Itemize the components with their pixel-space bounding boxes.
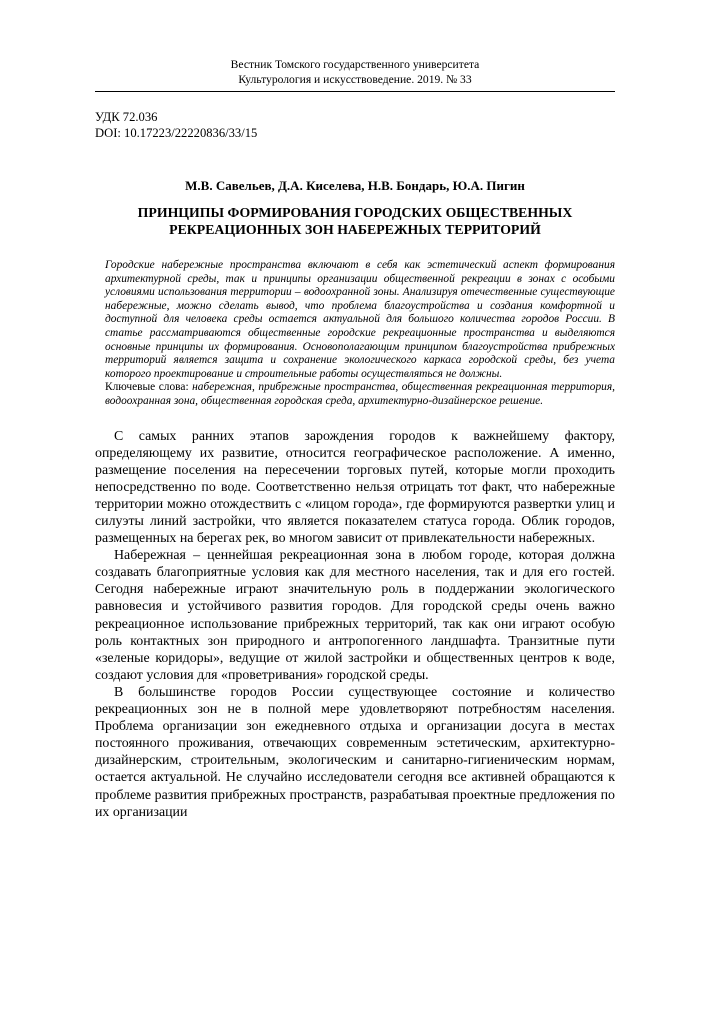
- article-title: ПРИНЦИПЫ ФОРМИРОВАНИЯ ГОРОДСКИХ ОБЩЕСТВЕННЫХ РЕКРЕАЦИОННЫХ ЗОН НАБЕРЕЖНЫХ ТЕРРИТОРИЙ: [137, 205, 573, 237]
- abstract-text: Городские набережные пространства включают в себя как эстетический аспект формирования архитектурной среды, так и принципы организации общественной рекреации в зонах с особыми условиями использования территории – водоохранной зоны. Анализируя отечественные существующие набережные, можно сделать вывод, что проблема благоустройства и создания комфортной и доступной для человека среды остается актуальной для большого количества городов России. В статье рассматриваются общественные городские рекреационные пространства и выделяются основные принципы их формирования. Основополагающим принципом благоустройства прибрежных территорий является защита и сохранение экологического каркаса городской среды, без учета которого проектирование и строительные работы осуществляться не должны.: [105, 259, 615, 380]
- body-paragraph-3: В большинстве городов России существующее состояние и количество рекреационных зон не в полной мере удовлетворяют потребностям населения. Проблема организации зон ежедневного отдыха и организации досуга в местах постоянного проживания, отвечающих современным эстетическим, архитектурно-дизайнерским, строительным, экологическим и санитарно-гигиеническим нормам, остается актуальной. Не случайно исследователи сегодня все активней обращаются к проблеме развития прибрежных пространств, разрабатывая проектные предложения по их организации: [95, 684, 615, 820]
- header-rule: [95, 91, 615, 92]
- journal-issue: Культурология и искусствоведение. 2019. № 33: [238, 73, 472, 86]
- authors-line: М.В. Савельев, Д.А. Киселева, Н.В. Бондарь, Ю.А. Пигин: [185, 178, 525, 193]
- journal-title: Вестник Томского государственного университета: [230, 58, 480, 71]
- abstract-block: [95, 259, 615, 409]
- keywords-text: набережная, прибрежные пространства, общественная рекреационная территория, водоохранная зона, общественная городская среда, архитектурно-дизайнерское решение.: [105, 381, 615, 407]
- udc-code: УДК 72.036: [95, 110, 158, 124]
- doi-code: DOI: 10.17223/22220836/33/15: [95, 125, 258, 140]
- article-body: [95, 428, 615, 821]
- body-paragraph-1: С самых ранних этапов зарождения городов к важнейшему фактору, определяющему их развитие, относится географическое расположение. А именно, размещение поселения на пересечении торговых путей, которые могли проходить непосредственно по воде. Соответственно нельзя отрицать тот факт, что набережные территории можно отождествить с «лицом города», где формируются развертки улиц и силуэты линий застройки, что является показателем статуса города. Облик городов, размещенных на берегах рек, во многом зависит от привлекательности набережных.: [95, 428, 615, 547]
- keywords-label: Ключевые слова:: [105, 381, 193, 394]
- journal-running-header: [95, 57, 615, 87]
- body-paragraph-2: Набережная – ценнейшая рекреационная зона в любом городе, которая должна создавать благоприятные условия как для местного населения, так и для его гостей. Сегодня набережные играют значительную роль в поддержании экологического равновесия и устойчивого развития городов. Для городской среды очень важно рекреационное использование прибрежных территорий, так как они играют особую роль контактных зон природного и антропогенного ландшафта. Транзитные пути «зеленые коридоры», ведущие от жилой застройки и общественных центров к воде, создают условия для «проветривания» городской среды.: [95, 548, 615, 683]
- keywords-line: [105, 381, 615, 408]
- article-meta: [95, 110, 615, 141]
